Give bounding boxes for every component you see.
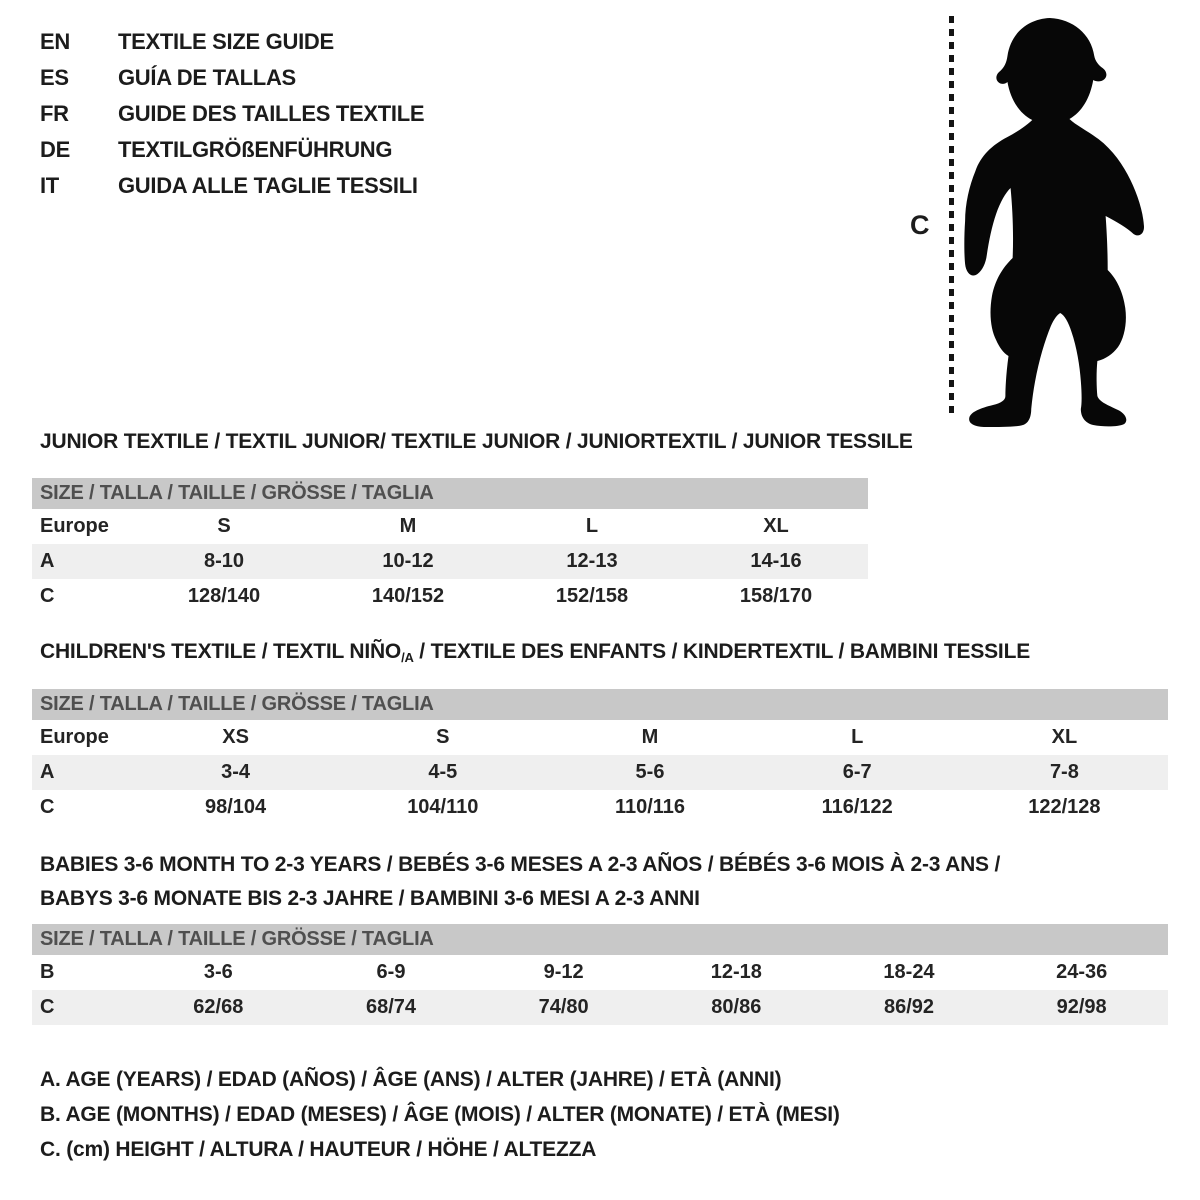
row-label: B	[40, 961, 55, 983]
language-row-fr	[40, 96, 424, 132]
age-months-cell: 12-18	[710, 961, 762, 983]
size-cell: S	[436, 726, 450, 748]
size-cell: XL	[763, 515, 789, 537]
children-title-post: / TEXTILE DES ENFANTS / KINDERTEXTIL / BAMBINI TESSILE	[413, 640, 1031, 663]
height-cell: 140/152	[371, 585, 445, 607]
height-cell: 80/86	[711, 996, 762, 1018]
height-cell: 122/128	[1028, 796, 1101, 818]
babies-size-header-bar: SIZE / TALLA / TAILLE / GRÖSSE / TAGLIA	[32, 924, 1168, 955]
junior-section-title: JUNIOR TEXTILE / TEXTIL JUNIOR/ TEXTILE JUNIOR / JUNIORTEXTIL / JUNIOR TESSILE	[40, 430, 913, 453]
legend-line-a: A. AGE (YEARS) / EDAD (AÑOS) / ÂGE (ANS) / ALTER (JAHRE) / ETÀ (ANNI)	[40, 1068, 782, 1091]
measure-legend	[40, 1062, 840, 1167]
row-label: C	[40, 585, 55, 607]
language-row-de	[40, 132, 424, 168]
children-section-title	[32, 640, 1168, 665]
height-cell: 110/116	[614, 796, 686, 818]
language-label: GUÍA DE TALLAS	[118, 65, 296, 90]
size-cell: S	[217, 515, 231, 537]
children-title-pre: CHILDREN'S TEXTILE / TEXTIL NIÑO	[40, 640, 402, 663]
section-babies-textile	[32, 848, 1168, 1025]
height-cell: 68/74	[365, 996, 417, 1018]
legend-line-c: C. (cm) HEIGHT / ALTURA / HAUTEUR / HÖHE / ALTEZZA	[40, 1138, 597, 1161]
table-row	[32, 990, 1168, 1025]
age-cell: 7-8	[1049, 761, 1079, 783]
age-cell: 14-16	[750, 550, 802, 572]
size-cell: L	[585, 515, 599, 537]
children-size-header-bar: SIZE / TALLA / TAILLE / GRÖSSE / TAGLIA	[32, 689, 1168, 720]
height-cell: 62/68	[193, 996, 244, 1018]
size-cell: L	[851, 726, 864, 748]
height-cell: 98/104	[205, 796, 267, 818]
language-title-list	[40, 24, 424, 204]
age-cell: 10-12	[382, 550, 434, 572]
height-measure-dashed-line	[949, 16, 954, 418]
language-label: TEXTILE SIZE GUIDE	[118, 29, 334, 54]
babies-title-line1: BABIES 3-6 MONTH TO 2-3 YEARS / BEBÉS 3-6 MESES A 2-3 AÑOS / BÉBÉS 3-6 MOIS À 2-3 ANS /	[40, 853, 1001, 876]
language-code: ES	[40, 65, 69, 90]
height-cell: 104/110	[407, 796, 479, 818]
language-label: GUIDE DES TAILLES TEXTILE	[118, 101, 425, 126]
language-code: FR	[40, 101, 69, 126]
age-months-cell: 18-24	[883, 961, 935, 983]
table-row	[32, 579, 868, 614]
age-cell: 5-6	[635, 761, 665, 783]
size-cell: M	[399, 515, 417, 537]
size-cell: M	[641, 726, 659, 748]
row-label: C	[40, 796, 55, 818]
language-code: EN	[40, 29, 70, 54]
babies-section-title	[32, 848, 1168, 916]
language-code: IT	[40, 173, 59, 198]
language-row-en	[40, 24, 424, 60]
row-label: C	[40, 996, 55, 1018]
height-cell: 158/170	[739, 585, 813, 607]
height-cell: 74/80	[538, 996, 589, 1018]
age-cell: 8-10	[203, 550, 245, 572]
height-cell: 86/92	[883, 996, 935, 1018]
height-measure-label: C	[910, 210, 930, 240]
babies-title-line2: BABYS 3-6 MONATE BIS 2-3 JAHRE / BAMBINI 3-6 MESI A 2-3 ANNI	[40, 887, 700, 910]
height-cell: 128/140	[187, 585, 261, 607]
language-row-es	[40, 60, 424, 96]
children-title-subscript: /A	[401, 650, 414, 665]
table-row	[32, 755, 1168, 790]
table-row	[32, 790, 1168, 825]
age-cell: 12-13	[566, 550, 618, 572]
language-label: GUIDA ALLE TAGLIE TESSILI	[118, 173, 418, 198]
row-label: Europe	[40, 726, 109, 748]
row-label: A	[40, 550, 55, 572]
table-row	[32, 720, 1168, 755]
language-label: TEXTILGRÖßENFÜHRUNG	[118, 137, 393, 162]
junior-size-header-bar: SIZE / TALLA / TAILLE / GRÖSSE / TAGLIA	[32, 478, 868, 509]
language-row-it	[40, 168, 424, 204]
table-row	[32, 509, 868, 544]
age-cell: 3-4	[221, 761, 251, 783]
age-months-cell: 9-12	[543, 961, 584, 983]
size-cell: XL	[1051, 726, 1078, 748]
row-label: Europe	[40, 515, 109, 537]
age-months-cell: 6-9	[376, 961, 406, 983]
table-row	[32, 955, 1168, 990]
height-cell: 92/98	[1056, 996, 1107, 1018]
section-children-textile	[32, 640, 1168, 825]
size-cell: XS	[222, 726, 249, 748]
height-cell: 152/158	[555, 585, 629, 607]
section-junior-textile	[32, 430, 913, 614]
row-label: A	[40, 761, 55, 783]
age-cell: 4-5	[428, 761, 458, 783]
toddler-silhouette-icon	[962, 16, 1148, 430]
height-cell: 116/122	[821, 796, 893, 818]
age-cell: 6-7	[842, 761, 872, 783]
legend-line-b: B. AGE (MONTHS) / EDAD (MESES) / ÂGE (MOIS) / ALTER (MONATE) / ETÀ (MESI)	[40, 1103, 840, 1126]
age-months-cell: 3-6	[203, 961, 233, 983]
table-row	[32, 544, 868, 579]
language-code: DE	[40, 137, 70, 162]
age-months-cell: 24-36	[1056, 961, 1108, 983]
